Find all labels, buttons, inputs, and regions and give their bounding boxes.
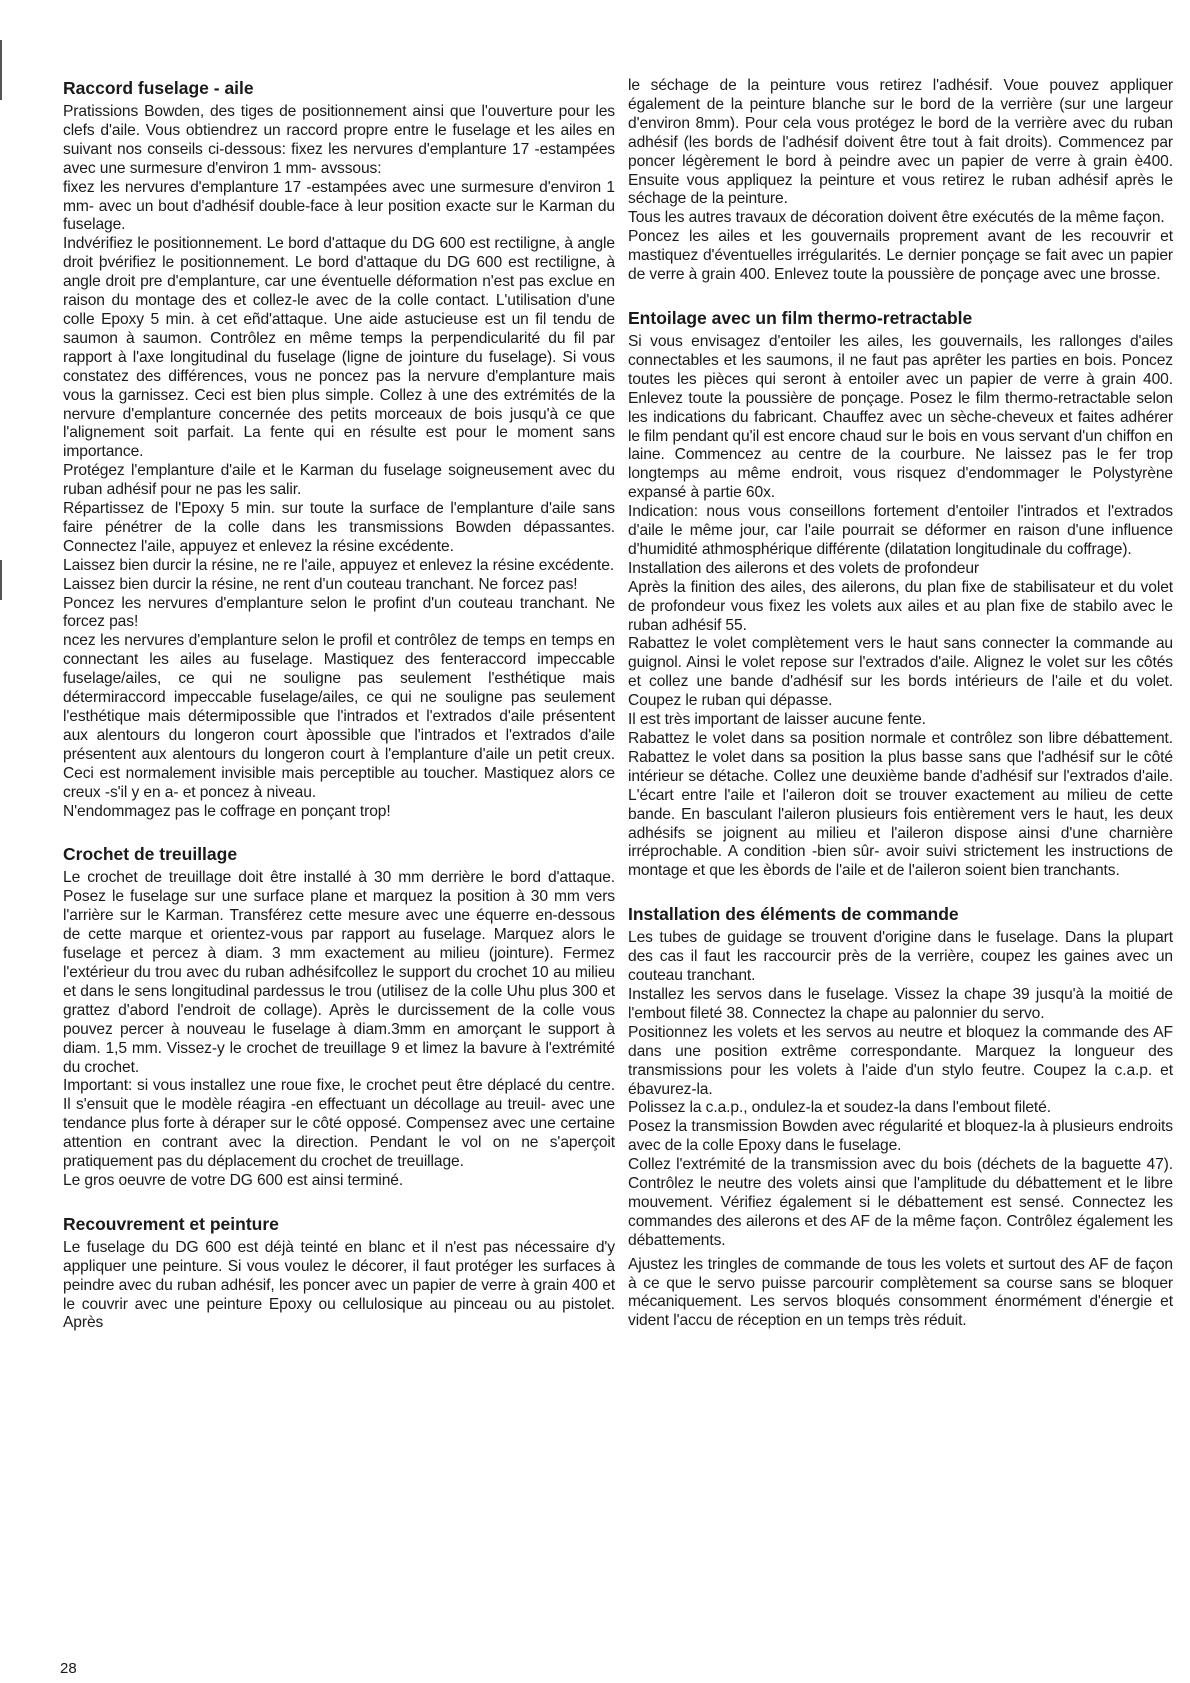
- paragraph: Installation des ailerons et des volets de profondeur: [628, 559, 979, 577]
- paragraph: Positionnez les volets et les servos au neutre et bloquez la commande des AF dans une position extrême correspondante. Marquez la longueur des transmissions pour les volets à l'aide d'un stylo feutre. Coupez la c.a.p. et ébavurez-la.: [628, 1023, 1173, 1098]
- paragraph: fixez les nervures d'emplanture 17 -estampées avec une surmesure d'environ 1 mm- avec un bout d'adhésif double-face à leur position exacte sur le Karman du fuselage.: [63, 178, 615, 234]
- paragraph: Laissez bien durcir la résine, ne rent d'un couteau tranchant. Ne forcez pas!: [63, 575, 578, 593]
- paragraph: Poncez les nervures d'emplanture selon le profint d'un couteau tranchant. Ne forcez pas!: [63, 594, 615, 631]
- page-number: 28: [60, 1660, 77, 1677]
- section-entoilage-film: [628, 307, 1173, 881]
- paragraph: Protégez l'emplanture d'aile et le Karman du fuselage soigneusement avec du ruban adhésif pour ne pas les salir.: [63, 462, 615, 499]
- section-heading: Raccord fuselage - aile: [63, 78, 254, 98]
- paragraph: Après la finition des ailes, des ailerons, du plan fixe de stabilisateur et du volet de profondeur vous fixez les volets aux ailes et au plan fixe de stabilo avec le ruban adhésif 55.: [628, 578, 1173, 634]
- paragraph: Le gros oeuvre de votre DG 600 est ainsi terminé.: [63, 1171, 404, 1189]
- paragraph: le séchage de la peinture vous retirez l'adhésif. Voue pouvez appliquer également de la peinture blanche sur le bord de la verrière (sur une largeur d'environ 8mm). Pour cela vous protégez le bord de la verrière avec du ruban adhésif (les bords de l'adhésif doivent être tout à fait droits). Commencez par poncer légèrement le bord à peindre avec un papier de verre à grain è400. Ensuite vous appliquez la peinture et vous retirez le ruban adhésif après le séchage de la peinture.: [628, 77, 1173, 208]
- paragraph: Si vous envisagez d'entoiler les ailes, les gouvernails, les rallonges d'ailes connectables et les saumons, il ne faut pas aprêter les parties en bois. Poncez toutes les pièces qui seront à entoiler avec un papier de verre à grain 400. Enlevez toute la poussière de ponçage. Posez le film thermo-retractable selon les indications du fabricant. Chauffez avec un sèche-cheveux et faites adhérer le film pendant qu'il est encore chaud sur le bois en vous servant d'un chiffon en laine. Commencez au centre de la courbure. Ne laissez pas le fer trop longtemps au même endroit, vous risquez d'endommager le Polystyrène expansé à partie 60x.: [628, 332, 1173, 502]
- paragraph: Répartissez de l'Epoxy 5 min. sur toute la surface de l'emplanture d'aile sans faire pénétrer de la colle dans les transmissions Bowden dépassantes. Connectez l'aile, appuyez et enlevez la résine excédente.: [63, 500, 615, 555]
- paragraph: Poncez les ailes et les gouvernails proprement avant de les recouvrir et mastiquez d'éventuelles irrégularités. Le dernier ponçage se fait avec un papier de verre à grain 400. Enlevez toute la poussière de ponçage avec une brosse.: [628, 228, 1173, 284]
- page-edge-mark: [0, 40, 2, 100]
- section-installation-commande: [628, 903, 1173, 1331]
- paragraph: Il est très important de laisser aucune fente.: [628, 711, 926, 729]
- paragraph: Tous les autres travaux de décoration doivent être exécutés de la même façon.: [628, 209, 1165, 227]
- paragraph: Installez les servos dans le fuselage. Vissez la chape 39 jusqu'à la moitié de l'embout fileté 38. Connectez la chape au palonnier du servo.: [628, 985, 1173, 1022]
- section-heading: Installation des éléments de commande: [628, 904, 959, 925]
- paragraph: Pratissions Bowden, des tiges de positionnement ainsi que l'ouverture pour les clefs d'aile. Vous obtiendrez un raccord propre entre le fuselage et les ailes en suivant nos conseils ci-dessous: fixez les nervures d'emplanture 17 -estampées avec une surmesure d'environ 1 mm- avssous:: [63, 103, 615, 177]
- paragraph: Ajustez les tringles de commande de tous les volets et surtout des AF de façon à ce que le servo puisse parcourir complètement sa course sans se bloquer mécaniquement. Les servos bloqués consomment énormément d'énergie et vident l'accu de réception en un temps très réduit.: [628, 1255, 1173, 1330]
- paragraph: Le fuselage du DG 600 est déjà teinté en blanc et il n'est pas nécessaire d'y appliquer une peinture. Si vous voulez le décorer, il faut protéger les surfaces à peindre avec du ruban adhésif, les poncer avec un papier de verre à grain 400 et le couvrir avec une peinture Epoxy ou cellulosique au pinceau ou au pistolet. Après: [63, 1238, 615, 1332]
- section-recouvrement-et-peinture: [63, 1213, 615, 1334]
- paragraph: Rabattez le volet complètement vers le haut sans connecter la commande au guignol. Ainsi le volet repose sur l'extrados d'aile. Alignez le volet sur les côtés et collez une bande d'adhésif sur les bords intérieurs de l'aile et du volet. Coupez le ruban qui dépasse.: [628, 635, 1173, 710]
- page-edge-mark: [0, 560, 2, 600]
- paragraph: Important: si vous installez une roue fixe, le crochet peut être déplacé du centre. Il s'ensuit que le modèle réagira -en effectuant un décollage au treuil- avec une tendance plus forte à déraper sur le côté opposé. Compensez avec une certaine attention en contrant avec la direction. Pendant le vol on ne s'aperçoit pratiquement pas du déplacement du crochet de treuillage.: [63, 1077, 615, 1171]
- paragraph: Collez l'extrémité de la transmission avec du bois (déchets de la baguette 47). Contrôlez le neutre des volets ainsi que l'amplitude du débattement et le libre mouvement. Vérifiez également si le débattement est sensé. Connectez les commandes des ailerons et des AF de la même façon. Contrôlez également les débattements.: [628, 1156, 1173, 1249]
- section-heading: Crochet de treuillage: [63, 844, 238, 865]
- paragraph: N'endommagez pas le coffrage en ponçant trop!: [63, 802, 391, 820]
- section-raccord-fuselage-aile: [63, 77, 615, 821]
- paragraph: Laissez bien durcir la résine, ne re l'aile, appuyez et enlevez la résine excédente.: [63, 556, 615, 574]
- left-column: [63, 77, 615, 1333]
- paragraph: Indication: nous vous conseillons fortement d'entoiler l'intrados et l'extrados d'aile le même jour, car l'aile pourrait se déformer en raison d'une influence d'humidité athmosphérique différente (dilatation longitudinale du coffrage).: [628, 503, 1173, 558]
- paragraph: Le crochet de treuillage doit être installé à 30 mm derrière le bord d'attaque. Posez le fuselage sur une surface plane et marquez la position à 30 mm vers l'arrière sur le Karman. Transférez cette mesure avec une équerre en-dessous de cette marque et orientez-vous par rapport au fuselage. Marquez alors le fuselage et percez à diam. 3 mm exactement au milieu (jointure). Fermez l'extérieur du trou avec du ruban adhésifcollez le support du crochet 10 au milieu et dans le sens longitudinal pardessus le trou (utilisez de la colle Uhu plus 300 et grattez d'abord l'endroit de collage). Après le durcissement de la colle vous pouvez percer à nouveau le fuselage à diam.3mm en amorçant le support à diam. 1,5 mm. Vissez-y le crochet de treuillage 9 et limez la bavure à l'extrémité du crochet.: [63, 869, 615, 1076]
- paragraph: Rabattez le volet dans sa position normale et contrôlez son libre débattement. Rabattez le volet dans sa position la plus basse sans que l'adhésif sur le côté intérieur se détache. Collez une deuxième bande d'adhésif sur l'extrados d'aile. L'écart entre l'aile et l'aileron doit se trouver exactement au milieu de cette bande. En basculant l'aileron plusieurs fois entièrement vers le haut, les deux adhésifs se joignent au milieu et l'aileron dispose ainsi d'une charnière irréprochable. A condition -bien sûr- avoir suivi strictement les instructions de montage et que les èbords de l'aile et de l'aileron soient bien tranchants.: [628, 730, 1173, 880]
- paragraph: Les tubes de guidage se trouvent d'origine dans le fuselage. Dans la plupart des cas il faut les raccourcir près de la verrière, coupez les gaines avec un couteau tranchant.: [628, 929, 1173, 985]
- paragraph: Posez la transmission Bowden avec régularité et bloquez-la à plusieurs endroits avec de la colle Epoxy dans le fuselage.: [628, 1118, 1173, 1155]
- section-heading: Entoilage avec un film thermo-retractable: [628, 307, 973, 328]
- section-crochet-de-treuillage: [63, 843, 615, 1190]
- section-heading: Recouvrement et peinture: [63, 1213, 279, 1234]
- paragraph: Polissez la c.a.p., ondulez-la et soudez-la dans l'embout fileté.: [628, 1099, 1051, 1117]
- section-peinture-suite: [628, 77, 1173, 285]
- paragraph: ncez les nervures d'emplanture selon le profil et contrôlez de temps en temps en connectant les ailes au fuselage. Mastiquez des fenteraccord impeccable fuselage/ailes, ce qui ne souligne pas seulement l'esthétique mais détermiraccord impeccable fuselage/ailes, ce qui ne souligne pas seulement l'esthétique mais détermipossible que l'intrados et l'extrados d'aile présentent aux alentours du longeron court àpossible que l'intrados et l'extrados d'aile présentent aux alentours du longeron court à l'emplanture d'aile un petit creux. Ceci est normalement invisible mais perceptible au toucher. Mastiquez alors ce creux -s'il y en a- et poncez à niveau.: [63, 632, 615, 801]
- paragraph: Indvérifiez le positionnement. Le bord d'attaque du DG 600 est rectiligne, à angle droit þvérifiez le positionnement. Le bord d'attaque du DG 600 est rectiligne, à angle droit pre d'emplanture, car une éventuelle déformation n'est pas exclue en raison du montage des et collez-le avec de la colle contact. L'utilisation d'une colle Epoxy 5 min. à cet eñd'attaque. Une aide astucieuse est un fil tendu de saumon à saumon. Contrôlez en même temps la perpendicularité du fil par rapport à l'axe longitudinal du fuselage (ligne de jointure du fuselage). Si vous constatez des différences, vous ne poncez pas la nervure d'emplanture mais vous la garnissez. Ceci est bien plus simple. Collez à une des extrémités de la nervure d'emplanture concernée des petits morceaux de bois jusqu'à ce que l'alignement soit parfait. La fente qui en résulte est pour le moment sans importance.: [63, 235, 615, 461]
- right-column: [628, 77, 1173, 1331]
